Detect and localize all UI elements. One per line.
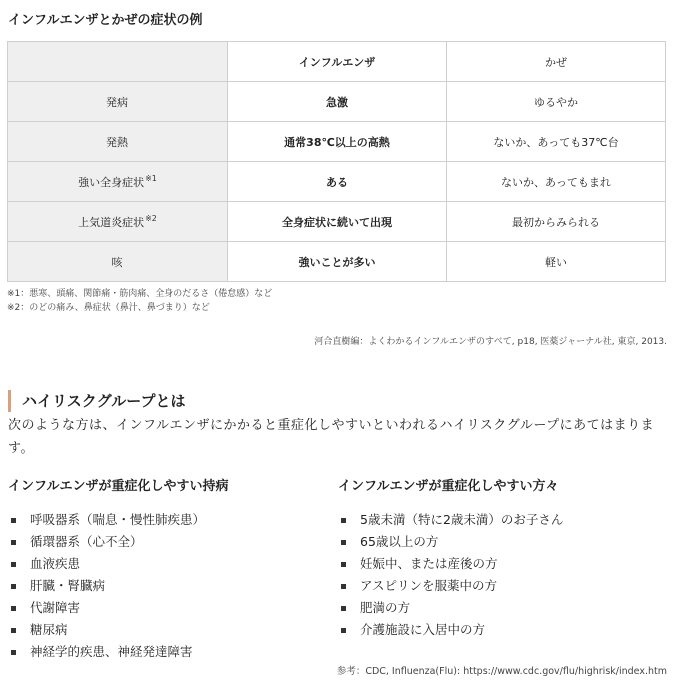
- list-item-text: 65歳以上の方: [360, 534, 439, 549]
- list-item-text: 肝臓・腎臓病: [30, 578, 106, 593]
- high-risk-people-list: [338, 509, 668, 641]
- footnote: ※1：悪寒、頭痛、関節痛・筋肉痛、全身のだるさ（倦怠感）など: [7, 289, 273, 299]
- square-bullet-icon: [11, 540, 16, 545]
- square-bullet-icon: [11, 628, 16, 633]
- cold-value: ないか、あってもまれ: [447, 162, 666, 202]
- chronic-disease-column: [8, 477, 328, 663]
- square-bullet-icon: [11, 518, 16, 523]
- list-item: [8, 509, 328, 531]
- cold-value: 軽い: [447, 242, 666, 282]
- row-label: 発病: [106, 95, 128, 109]
- square-bullet-icon: [11, 606, 16, 611]
- flu-value: ある: [228, 162, 447, 202]
- list-item: [338, 509, 668, 531]
- row-label: 上気道炎症状: [78, 215, 145, 229]
- list-item: [8, 575, 328, 597]
- list-item: [338, 597, 668, 619]
- list-item-text: 神経学的疾患、神経発達障害: [30, 644, 193, 659]
- list-item: [8, 619, 328, 641]
- note-mark: ※1: [145, 173, 157, 183]
- cold-value: ないか、あっても37℃台: [447, 122, 666, 162]
- list-item-text: 糖尿病: [30, 622, 68, 637]
- table-row: [8, 202, 666, 242]
- high-risk-people-column: [338, 477, 668, 641]
- flu-value: 強いことが多い: [228, 242, 447, 282]
- cold-value: 最初からみられる: [447, 202, 666, 242]
- square-bullet-icon: [11, 584, 16, 589]
- column-title: インフルエンザが重症化しやすい持病: [8, 479, 229, 494]
- list-item: [338, 553, 668, 575]
- row-label: 発熱: [106, 135, 128, 149]
- page-title: インフルエンザとかぜの症状の例: [8, 13, 203, 28]
- note-mark: ※2: [145, 213, 157, 223]
- square-bullet-icon: [341, 562, 346, 567]
- row-label-cell: [8, 122, 228, 162]
- cold-value: ゆるやか: [447, 82, 666, 122]
- flu-value: 通常38℃以上の高熱: [228, 122, 447, 162]
- list-item: [8, 597, 328, 619]
- intro-paragraph: 次のような方は、インフルエンザにかかると重症化しやすいといわれるハイリスクグループにあてはまります。: [8, 418, 655, 456]
- list-item-text: 肥満の方: [360, 600, 411, 615]
- square-bullet-icon: [11, 562, 16, 567]
- list-item: [338, 575, 668, 597]
- row-label: 強い全身症状: [78, 175, 145, 189]
- list-item: [8, 641, 328, 663]
- list-item-text: 5歳未満（特に2歳未満）のお子さん: [360, 512, 564, 527]
- flu-value: 急激: [228, 82, 447, 122]
- row-label: 咳: [111, 255, 123, 269]
- table-row: [8, 82, 666, 122]
- table-row: [8, 162, 666, 202]
- section-heading: ハイリスクグループとは: [8, 390, 186, 412]
- list-item-text: 代謝障害: [30, 600, 81, 615]
- row-label-cell: [8, 162, 228, 202]
- square-bullet-icon: [341, 584, 346, 589]
- row-label-cell: [8, 82, 228, 122]
- table-source-citation: 河合直樹編：よくわかるインフルエンザのすべて, p18, 医薬ジャーナル社, 東京, 2013.: [314, 337, 667, 347]
- table-row: [8, 242, 666, 282]
- list-item: [338, 619, 668, 641]
- column-title: インフルエンザが重症化しやすい方々: [338, 479, 559, 494]
- list-item-text: アスピリンを服薬中の方: [360, 578, 498, 593]
- chronic-disease-list: [8, 509, 328, 663]
- square-bullet-icon: [341, 628, 346, 633]
- list-item: [8, 553, 328, 575]
- flu-value: 全身症状に続いて出現: [228, 202, 447, 242]
- row-label-cell: [8, 202, 228, 242]
- list-item-text: 介護施設に入居中の方: [360, 622, 486, 637]
- square-bullet-icon: [341, 518, 346, 523]
- table-row: [8, 122, 666, 162]
- list-item-text: 血液疾患: [30, 556, 81, 571]
- list-item: [338, 531, 668, 553]
- list-item: [8, 531, 328, 553]
- list-item-text: 呼吸器系（喘息・慢性肺疾患）: [30, 512, 206, 527]
- list-item-text: 循環器系（心不全）: [30, 534, 143, 549]
- square-bullet-icon: [341, 540, 346, 545]
- square-bullet-icon: [341, 606, 346, 611]
- row-label-cell: [8, 242, 228, 282]
- footnote: ※2：のどの痛み、鼻症状（鼻汁、鼻づまり）など: [7, 303, 210, 313]
- symptom-comparison-table: [7, 41, 666, 282]
- header-influenza: インフルエンザ: [228, 42, 447, 82]
- header-cold: かぜ: [447, 42, 666, 82]
- risk-source-citation: 参考：CDC, Influenza(Flu): https://www.cdc.gov/flu/highrisk/index.htm: [336, 666, 667, 677]
- list-item-text: 妊娠中、または産後の方: [360, 556, 498, 571]
- square-bullet-icon: [11, 650, 16, 655]
- header-empty-cell: [8, 42, 228, 82]
- table-header-row: [8, 42, 666, 82]
- footnotes: [7, 287, 272, 315]
